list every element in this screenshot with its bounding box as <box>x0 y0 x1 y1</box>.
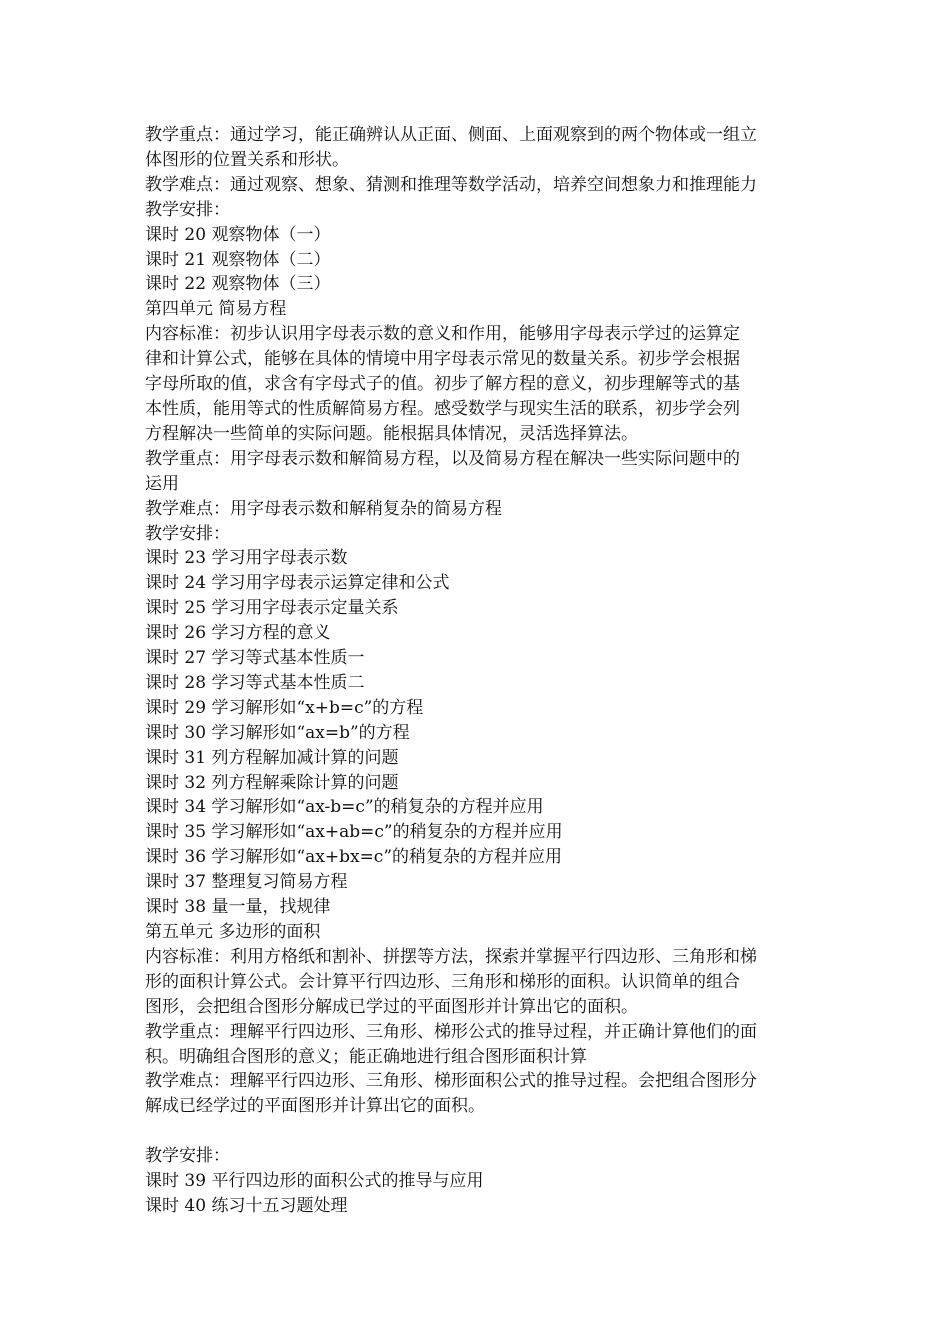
text-line: 本性质，能用等式的性质解简易方程。感受数学与现实生活的联系，初步学会列 <box>145 398 740 419</box>
text-line: 教学难点：理解平行四边形、三角形、梯形面积公式的推导过程。会把组合图形分 <box>145 1071 757 1092</box>
blank-line <box>145 1119 813 1144</box>
text-line: 图形，会把组合图形分解成已学过的平面图形并计算出它的面积。 <box>145 996 638 1017</box>
lesson-item: 课时 28 学习等式基本性质二 <box>145 672 365 693</box>
lesson-item: 课时 38 量一量，找规律 <box>145 897 331 918</box>
lesson-item: 课时 34 学习解形如“ax-b=c”的稍复杂的方程并应用 <box>145 797 544 818</box>
document-page <box>145 123 813 1219</box>
lesson-item: 课时 40 练习十五习题处理 <box>145 1195 348 1216</box>
text-line: 运用 <box>145 473 179 494</box>
text-line: 教学重点：理解平行四边形、三角形、梯形公式的推导过程，并正确计算他们的面 <box>145 1021 757 1042</box>
lesson-item: 课时 29 学习解形如“x+b=c”的方程 <box>145 697 424 718</box>
lesson-item: 课时 30 学习解形如“ax=b”的方程 <box>145 722 410 743</box>
text-line: 方程解决一些简单的实际问题。能根据具体情况，灵活选择算法。 <box>145 423 638 444</box>
text-line: 律和计算公式，能够在具体的情境中用字母表示常见的数量关系。初步学会根据 <box>145 349 740 370</box>
text-line: 课时 20 观察物体（一） <box>145 224 331 245</box>
section-heading: 第四单元 简易方程 <box>145 299 287 320</box>
lesson-item: 课时 27 学习等式基本性质一 <box>145 648 365 669</box>
text-line: 教学难点：通过观察、想象、猜测和推理等数学活动，培养空间想象力和推理能力 <box>145 174 757 195</box>
text-line: 体图形的位置关系和形状。 <box>145 149 349 170</box>
lesson-item: 课时 36 学习解形如“ax+bx=c”的稍复杂的方程并应用 <box>145 847 563 868</box>
text-line: 教学重点：通过学习，能正确辨认从正面、侧面、上面观察到的两个物体或一组立 <box>145 125 757 145</box>
text-line: 教学安排： <box>145 1146 230 1167</box>
text-line: 积。明确组合图形的意义；能正确地进行组合图形面积计算 <box>145 1046 587 1067</box>
text-line: 教学难点：用字母表示数和解稍复杂的简易方程 <box>145 498 502 519</box>
text-line: 课时 21 观察物体（二） <box>145 249 331 270</box>
text-line: 内容标准：初步认识用字母表示数的意义和作用，能够用字母表示学过的运算定 <box>145 324 740 345</box>
lesson-item: 课时 32 列方程解乘除计算的问题 <box>145 772 399 793</box>
text-line: 课时 22 观察物体（三） <box>145 274 331 295</box>
text-line: 教学安排： <box>145 523 230 544</box>
lesson-item: 课时 26 学习方程的意义 <box>145 623 331 644</box>
section-heading: 第五单元 多边形的面积 <box>145 922 321 942</box>
text-line: 教学重点：用字母表示数和解简易方程，以及简易方程在解决一些实际问题中的 <box>145 448 740 469</box>
text-line: 教学安排： <box>145 199 230 220</box>
text-line: 解成已经学过的平面图形并计算出它的面积。 <box>145 1096 485 1117</box>
lesson-item: 课时 39 平行四边形的面积公式的推导与应用 <box>145 1171 484 1192</box>
lesson-item: 课时 35 学习解形如“ax+ab=c”的稍复杂的方程并应用 <box>145 822 563 843</box>
lesson-item: 课时 23 学习用字母表示数 <box>145 548 348 569</box>
text-line: 形的面积计算公式。会计算平行四边形、三角形和梯形的面积。认识简单的组合 <box>145 971 740 992</box>
lesson-item: 课时 24 学习用字母表示运算定律和公式 <box>145 573 450 594</box>
text-line: 字母所取的值，求含有字母式子的值。初步了解方程的意义，初步理解等式的基 <box>145 374 740 395</box>
text-line: 内容标准：利用方格纸和割补、拼摆等方法，探索并掌握平行四边形、三角形和梯 <box>145 946 757 967</box>
lesson-item: 课时 37 整理复习简易方程 <box>145 872 348 893</box>
lesson-item: 课时 31 列方程解加减计算的问题 <box>145 747 399 768</box>
lesson-item: 课时 25 学习用字母表示定量关系 <box>145 598 399 619</box>
